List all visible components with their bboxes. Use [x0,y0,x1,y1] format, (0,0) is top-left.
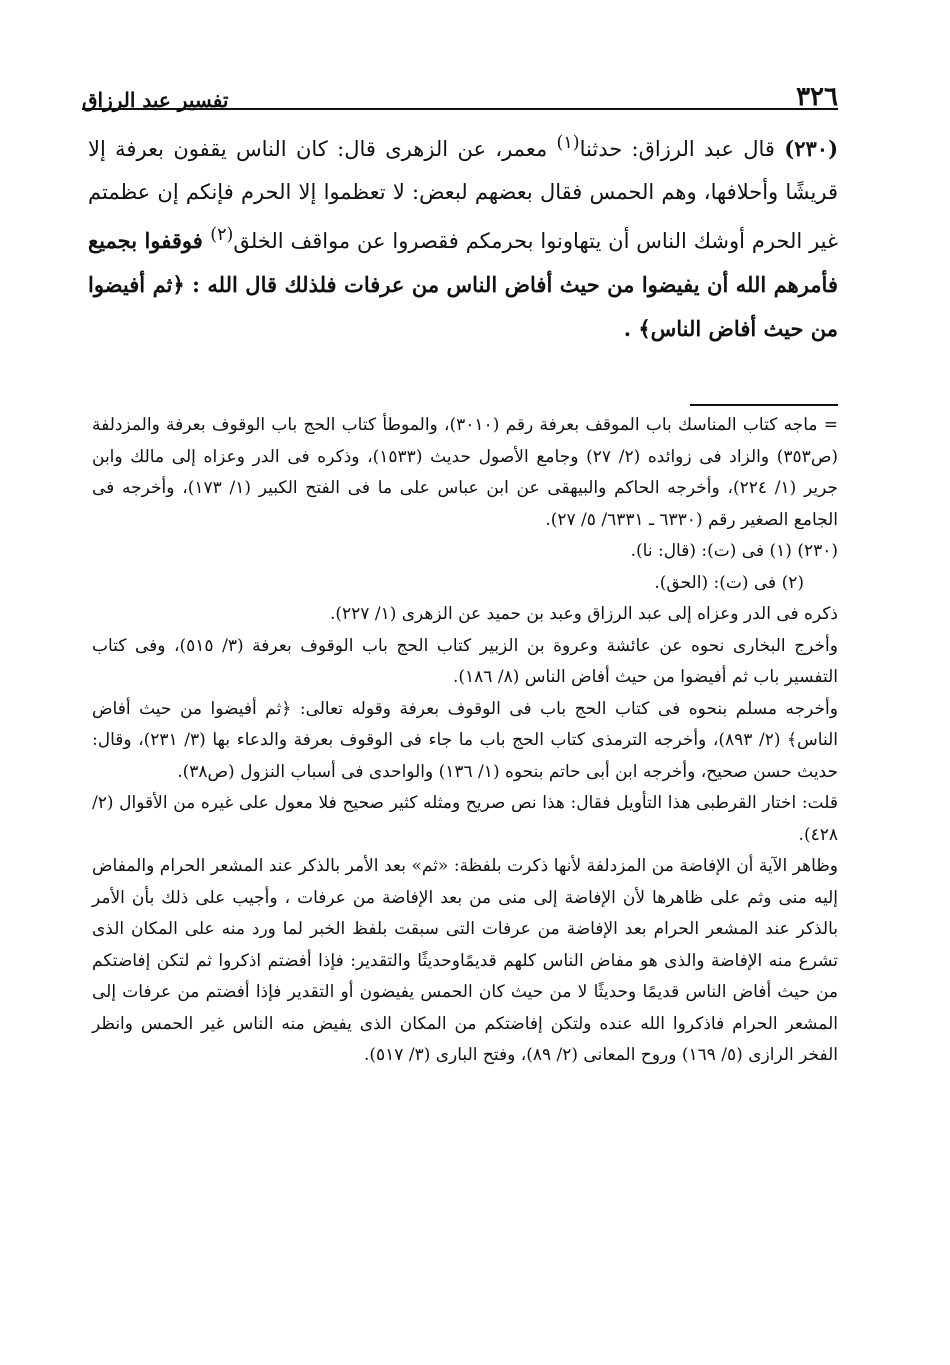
commentary-paragraph: وظاهر الآية أن الإفاضة من المزدلفة لأنها ذكرت بلفظة: «ثم» بعد الأمر بالذكر عند المشعر الحرام والمفاض إليه منى وثم على ظاهرها لأن الإفاضة إلى منى من بعد الإفاضة من عرفات ، وأجيب على ذلك بأن الأمر بالذكر عند المشعر الحرام بعد الإفاضة من عرفات التى سبقت بلفظ الخبر لما ورد منه على المكان الذى تشرع منه الإفاضة والذى هو مفاض الناس كلهم قديمًاوحديثًا والتقدير: فإذا أفضتم اذكروا ثم لتكن إفاضتكم من حيث أفاض الناس قديمًا وحديثًا لا من حيث كان الحمس يفيضون أو التقدير فإذا أفضتم من عرفات إلى المشعر الحرام فاذكروا الله عنده ولتكن إفاضتكم من المكان الذى يفيض منه الناس غير الحمس وانظر الفخر الرازى (٥/ ١٦٩) وروح المعانى (٢/ ٨٩)، وفتح البارى (٣/ ٥١٧). [92,856,839,1065]
commentary-paragraph: وأخرجه مسلم بنحوه فى كتاب الحج باب فى الوقوف بعرفة وقوله تعالى: ﴿ثم أفيضوا من حيث أفاض الناس﴾ (٢/ ٨٩٣)، وأخرجه الترمذى كتاب الحج باب ما جاء فى الوقوف بعرفة والدعاء بها (٣/ ٢٣١)، وقال: حديث حسن صحيح، وأخرجه ابن أبى حاتم بنحوه (١/ ١٣٦) والواحدى فى أسباب النزول (ص٣٨). [92,698,838,782]
footnote-1: (٢٣٠) (١) فى (ت): (قال: نا). [630,541,838,561]
quran-verse: ﴿ثم أفيضوا من حيث أفاض الناس﴾ [88,272,838,341]
commentary-paragraph: وأخرج البخارى نحوه عن عائشة وعروة بن الزبير كتاب الحج باب الوقوف بعرفة (٣/ ٥١٥)، وفى كتاب التفسير باب ثم أفيضوا من حيث أفاض الناس (٨/ ١٨٦). [92,635,838,687]
footnote-2: (٢) فى (ت): (الحق). [654,572,804,593]
page-header [82,72,838,110]
header-divider [82,108,838,110]
hadith-text-after: فوقفوا بجميع فأمرهم الله أن يفيضوا من حيث أفاض الناس من عرفات فلذلك قال الله : [88,228,838,297]
footnote-ref-1: (١) [556,133,580,153]
footnote-continuation: = ماجه كتاب المناسك باب الموقف بعرفة رقم (٣٠١٠)، والموطأ كتاب الحج باب الوقوف بعرفة والمزدلفة (ص٣٥٣) والزاد فى زوائده (٢/ ٢٧) وجامع الأصول حديث (١٥٣٣)، وذكره فى الدر وعزاه إلى مالك وابن جرير (١/ ٢٢٤)، وأخرجه الحاكم والبيهقى عن ابن عباس على ما فى الفتح الكبير (١/ ١٧٣)، وأخرجه فى الجامع الصغير رقم (٦٣٣٠ ـ ٦٣٣١/ ٥/ ٢٧). [92,415,838,530]
hadith-text-middle: معمر، عن الزهرى قال: كان الناس يقفون بعرفة إلا قريشًا وأحلافها، وهم الحمس فقال بعضهم لبعض: لا تعظموا إلا الحرم فإنكم إن عظمتم غير الحرم أوشك الناس أن يتهاونوا بحرمكم فقصروا عن مواقف الخلق [88,137,838,253]
footnotes-divider [690,404,838,406]
hadith-text [88,122,838,351]
hadith-end: . [623,316,639,341]
hadith-number: (٢٣٠) [784,136,838,161]
book-title: تفسير عبد الرزاق [82,88,229,112]
hadith-text-before: قال عبد الرزاق: حدثنا [579,137,785,161]
hadith-paragraph [88,122,838,351]
footnotes [92,410,838,1072]
commentary-paragraph: ذكره فى الدر وعزاه إلى عبد الرزاق وعبد بن حميد عن الزهرى (١/ ٢٢٧). [329,604,838,624]
commentary-paragraph: قلت: اختار القرطبى هذا التأويل فقال: هذا نص صريح ومثله كثير صحيح فلا معول على غيره من الأقوال (٢/ ٤٢٨). [92,793,838,845]
page-number: ٣٢٦ [796,82,838,112]
footnote-ref-2: (٢) [210,225,234,245]
